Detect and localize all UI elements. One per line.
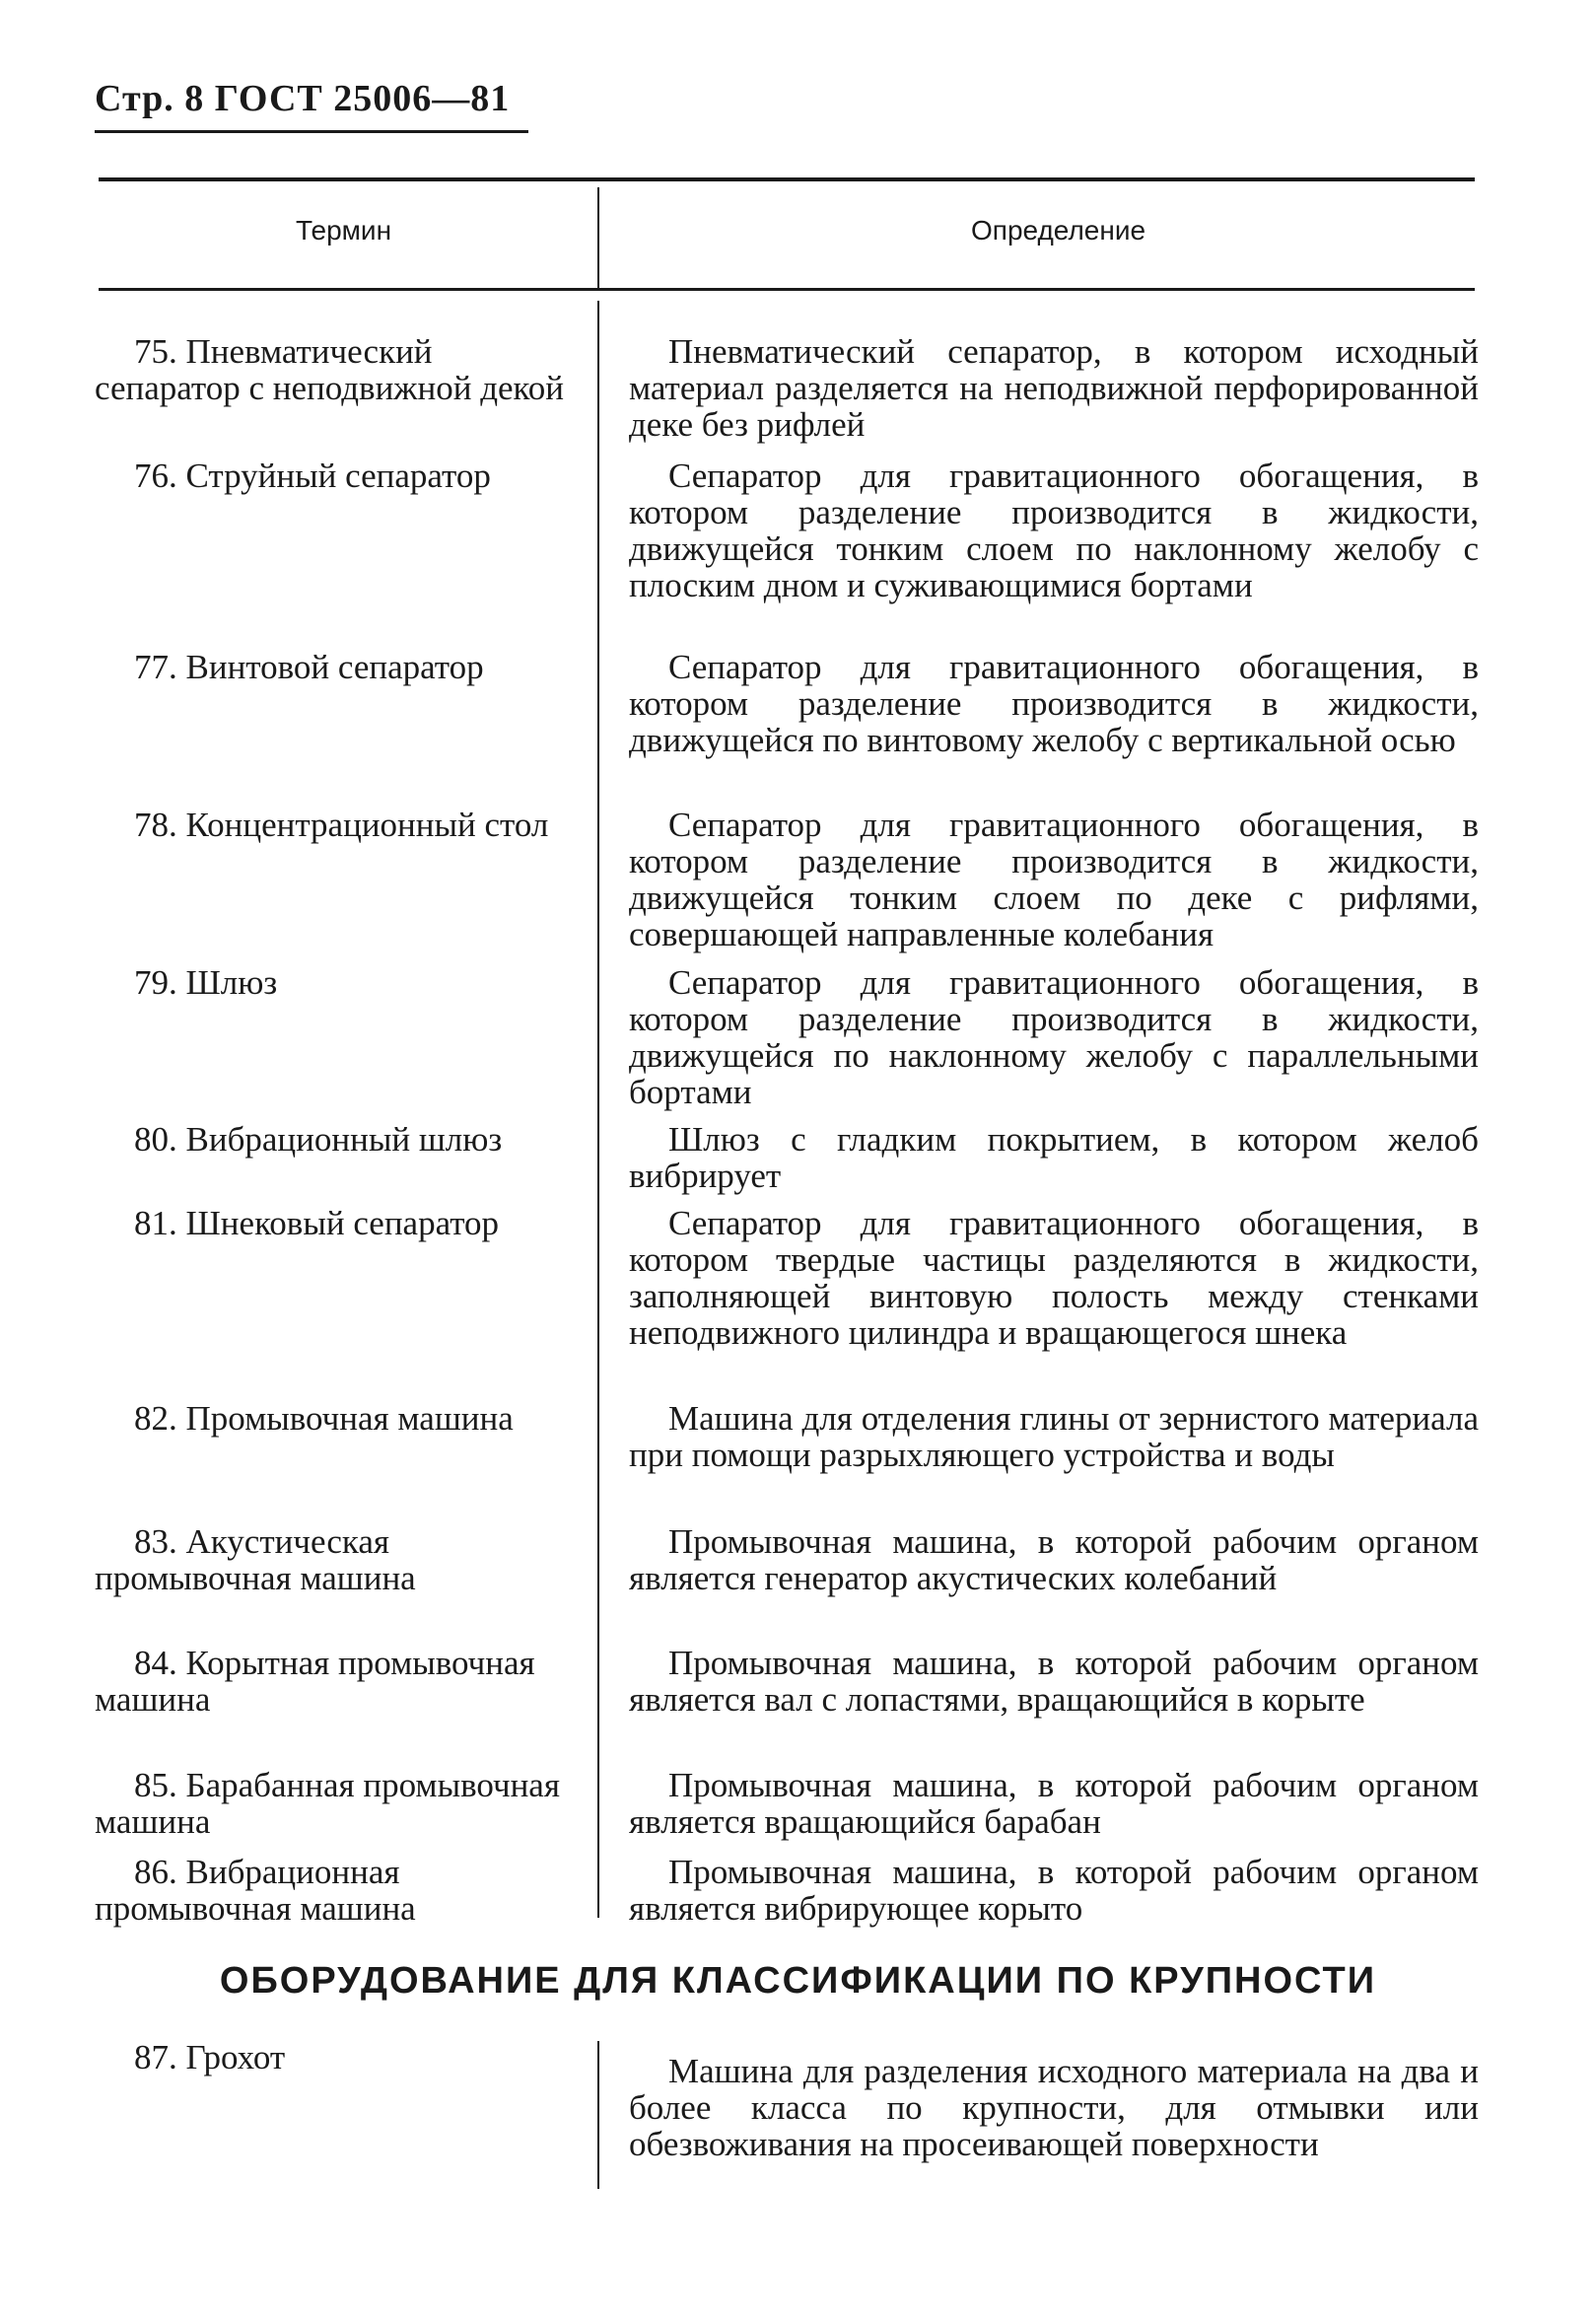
column-divider — [597, 301, 599, 1918]
term-cell — [95, 1121, 578, 1158]
term-number: 83. — [134, 1522, 177, 1561]
definition-cell: Шлюз с гладким покрытием, в котором желоб вибрирует — [629, 1120, 1479, 1195]
definition-cell: Сепаратор для гравитационного обогащения, в котором разделение производится в жидкости, движущейся по винтовому желобу с вертикальной осью — [629, 648, 1479, 759]
definition-column-header: Определение — [971, 215, 1146, 246]
term-text: Вибрационная промывочная машина — [95, 1853, 416, 1928]
term-number: 87. — [134, 2038, 177, 2076]
definition-cell: Промывочная машина, в которой рабочим органом является вращающийся барабан — [629, 1766, 1479, 1841]
column-divider — [597, 187, 599, 288]
term-cell — [95, 1767, 578, 1840]
definition-cell: Машина для разделения исходного материала на два и более класса по крупности, для отмывки или обезвоживания на просеивающей поверхности — [629, 2052, 1479, 2163]
definition-cell: Пневматический сепаратор, в котором исходный материал разделяется на неподвижной перфорированной деке без рифлей — [629, 332, 1479, 444]
definition-cell: Сепаратор для гравитационного обогащения, в котором разделение производится в жидкости, движущейся по наклонному желобу с параллельными бортами — [629, 963, 1479, 1111]
term-number: 80. — [134, 1120, 177, 1159]
term-cell — [95, 964, 578, 1001]
term-cell — [95, 1523, 578, 1596]
header-underline — [95, 130, 528, 133]
term-number: 78. — [134, 806, 177, 844]
definition-cell: Сепаратор для гравитационного обогащения, в котором разделение производится в жидкости, движущейся тонким слоем по наклонному желобу с плоским дном и суживающимися бортами — [629, 457, 1479, 604]
term-cell — [95, 649, 578, 685]
term-number: 84. — [134, 1644, 177, 1682]
term-text: Вибрационный шлюз — [185, 1120, 503, 1159]
page-header: Стр. 8 ГОСТ 25006—81 — [95, 78, 511, 119]
term-number: 76. — [134, 457, 177, 495]
section-heading: ОБОРУДОВАНИЕ ДЛЯ КЛАССИФИКАЦИИ ПО КРУПНОСТИ — [219, 1960, 1377, 2002]
definition-cell: Промывочная машина, в которой рабочим органом является вал с лопастями, вращающийся в корыте — [629, 1644, 1479, 1719]
definition-cell: Машина для отделения глины от зернистого материала при помощи разрыхляющего устройства и воды — [629, 1399, 1479, 1474]
term-text: Грохот — [185, 2038, 286, 2076]
term-text: Барабанная промывочная машина — [95, 1766, 560, 1841]
term-cell — [95, 333, 578, 406]
term-cell — [95, 2039, 578, 2075]
term-number: 85. — [134, 1766, 177, 1804]
definition-cell: Промывочная машина, в которой рабочим органом является генератор акустических колебаний — [629, 1522, 1479, 1597]
definition-cell: Сепаратор для гравитационного обогащения, в котором разделение производится в жидкости, движущейся тонким слоем по деке с рифлями, совершающей направленные колебания — [629, 806, 1479, 953]
term-text: Акустическая промывочная машина — [95, 1522, 416, 1597]
term-number: 81. — [134, 1204, 177, 1242]
term-text: Промывочная машина — [185, 1399, 514, 1438]
table-header-bottom-rule — [99, 288, 1475, 291]
term-number: 86. — [134, 1853, 177, 1891]
term-number: 77. — [134, 648, 177, 686]
term-number: 79. — [134, 963, 177, 1002]
table-top-rule — [99, 177, 1475, 181]
term-text: Струйный сепаратор — [185, 457, 491, 495]
term-number: 82. — [134, 1399, 177, 1438]
term-text: Винтовой сепаратор — [185, 648, 484, 686]
definition-cell: Промывочная машина, в которой рабочим органом является вибрирующее корыто — [629, 1853, 1479, 1928]
term-cell — [95, 457, 578, 494]
term-text: Корытная промывочная машина — [95, 1644, 535, 1719]
term-cell — [95, 1205, 578, 1241]
definition-cell: Сепаратор для гравитационного обогащения, в котором твердые частицы разделяются в жидкости, заполняющей винтовую полость между стенками неподвижного цилиндра и вращающегося шнека — [629, 1204, 1479, 1352]
column-divider — [597, 2041, 599, 2189]
term-cell — [95, 807, 578, 843]
term-text: Пневматический сепаратор с неподвижной декой — [95, 332, 565, 407]
term-cell — [95, 1645, 578, 1718]
term-text: Шнековый сепаратор — [185, 1204, 500, 1242]
term-text: Шлюз — [185, 963, 278, 1002]
term-text: Концентрационный стол — [185, 806, 549, 844]
term-number: 75. — [134, 332, 177, 371]
term-column-header: Термин — [296, 215, 392, 246]
term-cell — [95, 1400, 578, 1437]
term-cell — [95, 1854, 578, 1927]
